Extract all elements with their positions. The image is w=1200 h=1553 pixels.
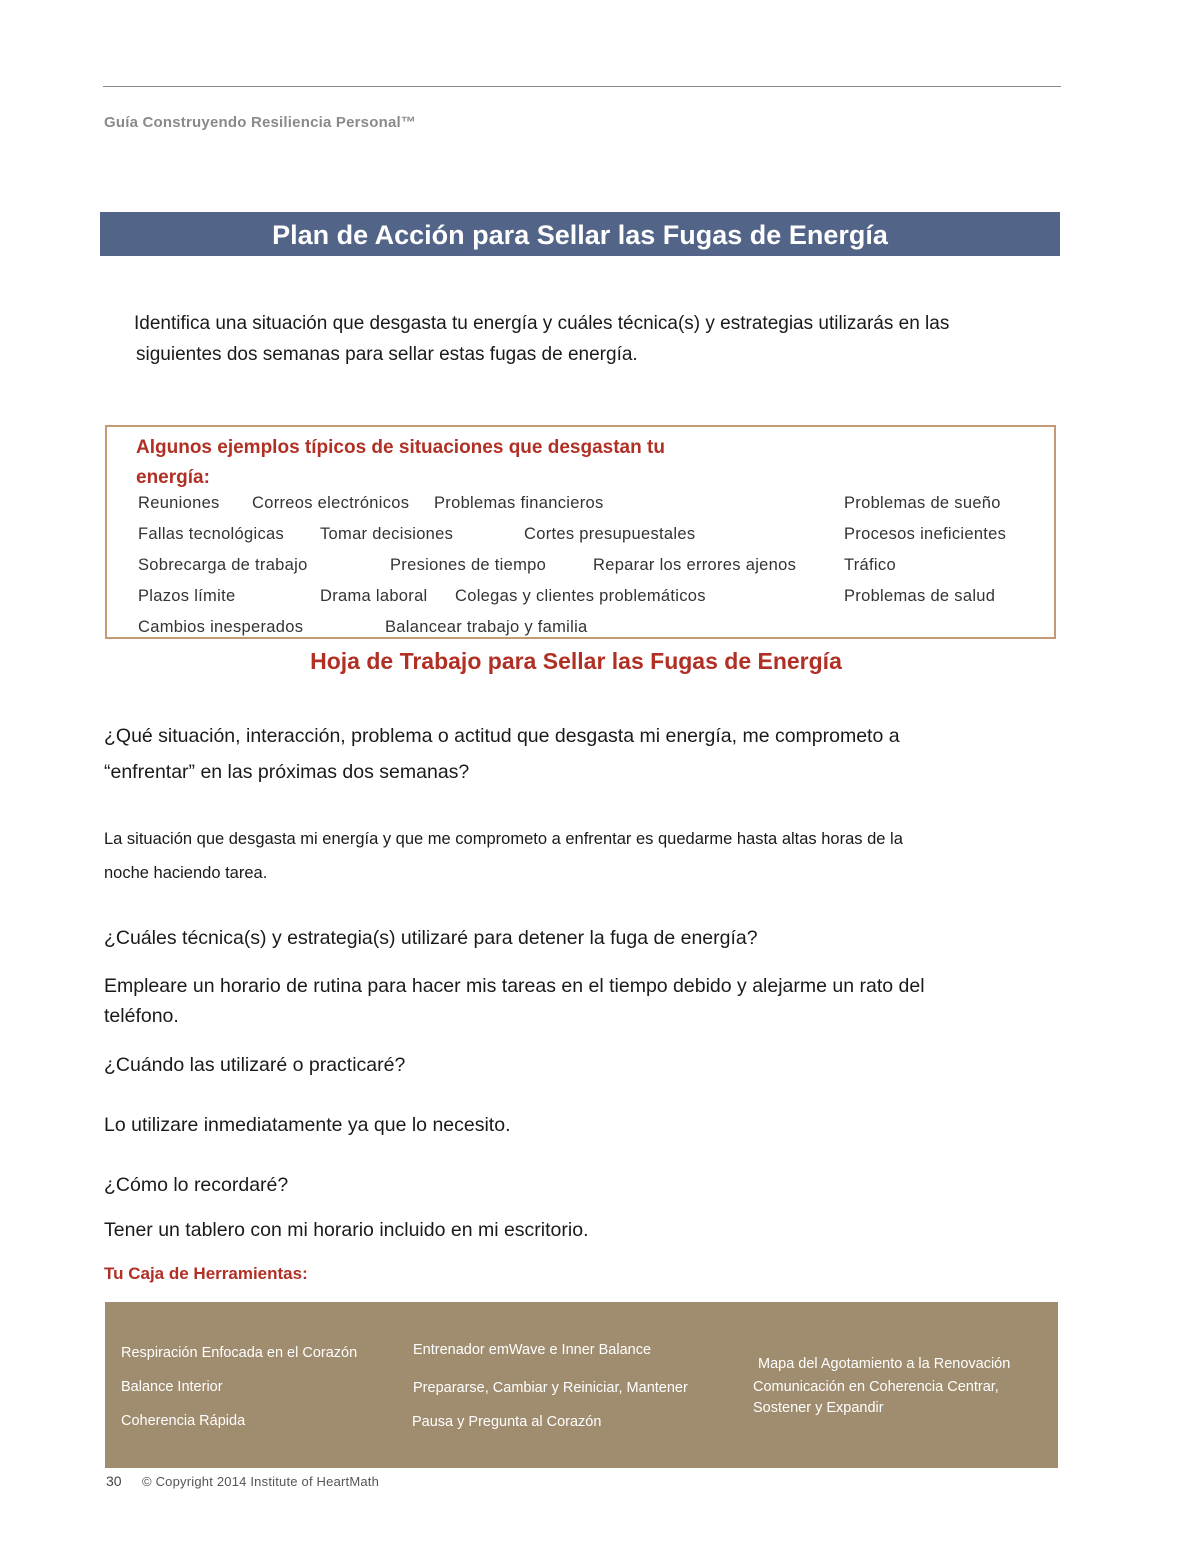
examples-title <box>136 433 776 493</box>
copyright-notice: © Copyright 2014 Institute of HeartMath <box>142 1474 380 1489</box>
answer-1-line-1: La situación que desgasta mi energía y que me comprometo a enfrentar es quedarme hasta altas horas de la <box>104 830 903 848</box>
example-item: Sobrecarga de trabajo <box>138 556 308 574</box>
question-2: ¿Cuáles técnica(s) y estrategia(s) utilizaré para detener la fuga de energía? <box>104 927 758 949</box>
intro-line-1: Identifica una situación que desgasta tu energía y cuáles técnica(s) y estrategias utilizarás en las <box>134 313 950 334</box>
toolbox-item: Comunicación en Coherencia Centrar, <box>753 1379 999 1395</box>
example-item: Tráfico <box>844 556 896 574</box>
toolbox-item: Balance Interior <box>121 1379 223 1395</box>
example-item: Reuniones <box>138 494 220 512</box>
intro-paragraph <box>134 308 1054 370</box>
toolbox-item: Entrenador emWave e Inner Balance <box>413 1342 652 1358</box>
example-item: Problemas financieros <box>434 494 604 512</box>
example-item: Colegas y clientes problemáticos <box>455 587 706 605</box>
example-item: Tomar decisiones <box>320 525 454 543</box>
answer-1 <box>104 822 1064 890</box>
toolbox-item: Respiración Enfocada en el Corazón <box>121 1345 358 1361</box>
answer-1-line-2: noche haciendo tarea. <box>104 864 268 882</box>
example-item: Cortes presupuestales <box>524 525 696 543</box>
toolbox-item: Pausa y Pregunta al Corazón <box>412 1414 602 1430</box>
page-number: 30 <box>106 1473 122 1489</box>
answer-2-line-2: teléfono. <box>104 1005 179 1027</box>
example-item: Drama laboral <box>320 587 428 605</box>
example-item: Presiones de tiempo <box>390 556 547 574</box>
question-3: ¿Cuándo las utilizaré o practicaré? <box>104 1054 406 1076</box>
example-item: Reparar los errores ajenos <box>593 556 797 574</box>
question-1 <box>104 718 1064 790</box>
answer-3: Lo utilizare inmediatamente ya que lo necesito. <box>104 1114 511 1136</box>
question-4: ¿Cómo lo recordaré? <box>104 1174 289 1196</box>
answer-2-line-1: Empleare un horario de rutina para hacer mis tareas en el tiempo debido y alejarme un rato del <box>104 975 925 997</box>
example-item: Cambios inesperados <box>138 618 304 636</box>
example-item: Fallas tecnológicas <box>138 525 285 543</box>
examples-title-line-2: energía: <box>136 467 210 488</box>
question-1-line-2: “enfrentar” en las próximas dos semanas? <box>104 761 470 783</box>
example-item: Procesos ineficientes <box>844 525 1007 543</box>
answer-2 <box>104 971 1064 1031</box>
toolbox-item: Prepararse, Cambiar y Reiniciar, Mantener <box>413 1380 688 1396</box>
toolbox-item: Mapa del Agotamiento a la Renovación <box>758 1356 1011 1372</box>
header-divider <box>103 86 1061 87</box>
intro-line-2: siguientes dos semanas para sellar estas fugas de energía. <box>136 344 638 365</box>
examples-title-line-1: Algunos ejemplos típicos de situaciones que desgastan tu <box>136 437 665 458</box>
page-title: Plan de Acción para Sellar las Fugas de Energía <box>100 212 1060 256</box>
toolbox-item: Sostener y Expandir <box>753 1400 884 1416</box>
example-item: Correos electrónicos <box>252 494 410 512</box>
toolbox-title: Tu Caja de Herramientas: <box>104 1264 308 1283</box>
answer-4: Tener un tablero con mi horario incluido en mi escritorio. <box>104 1219 589 1241</box>
guide-title: Guía Construyendo Resiliencia Personal™ <box>104 114 417 131</box>
worksheet-title: Hoja de Trabajo para Sellar las Fugas de Energía <box>310 648 842 674</box>
example-item: Problemas de salud <box>844 587 996 605</box>
toolbox-item: Coherencia Rápida <box>121 1413 246 1429</box>
example-item: Plazos límite <box>138 587 236 605</box>
example-item: Balancear trabajo y familia <box>385 618 588 636</box>
example-item: Problemas de sueño <box>844 494 1001 512</box>
question-1-line-1: ¿Qué situación, interacción, problema o actitud que desgasta mi energía, me comprometo a <box>104 725 900 747</box>
